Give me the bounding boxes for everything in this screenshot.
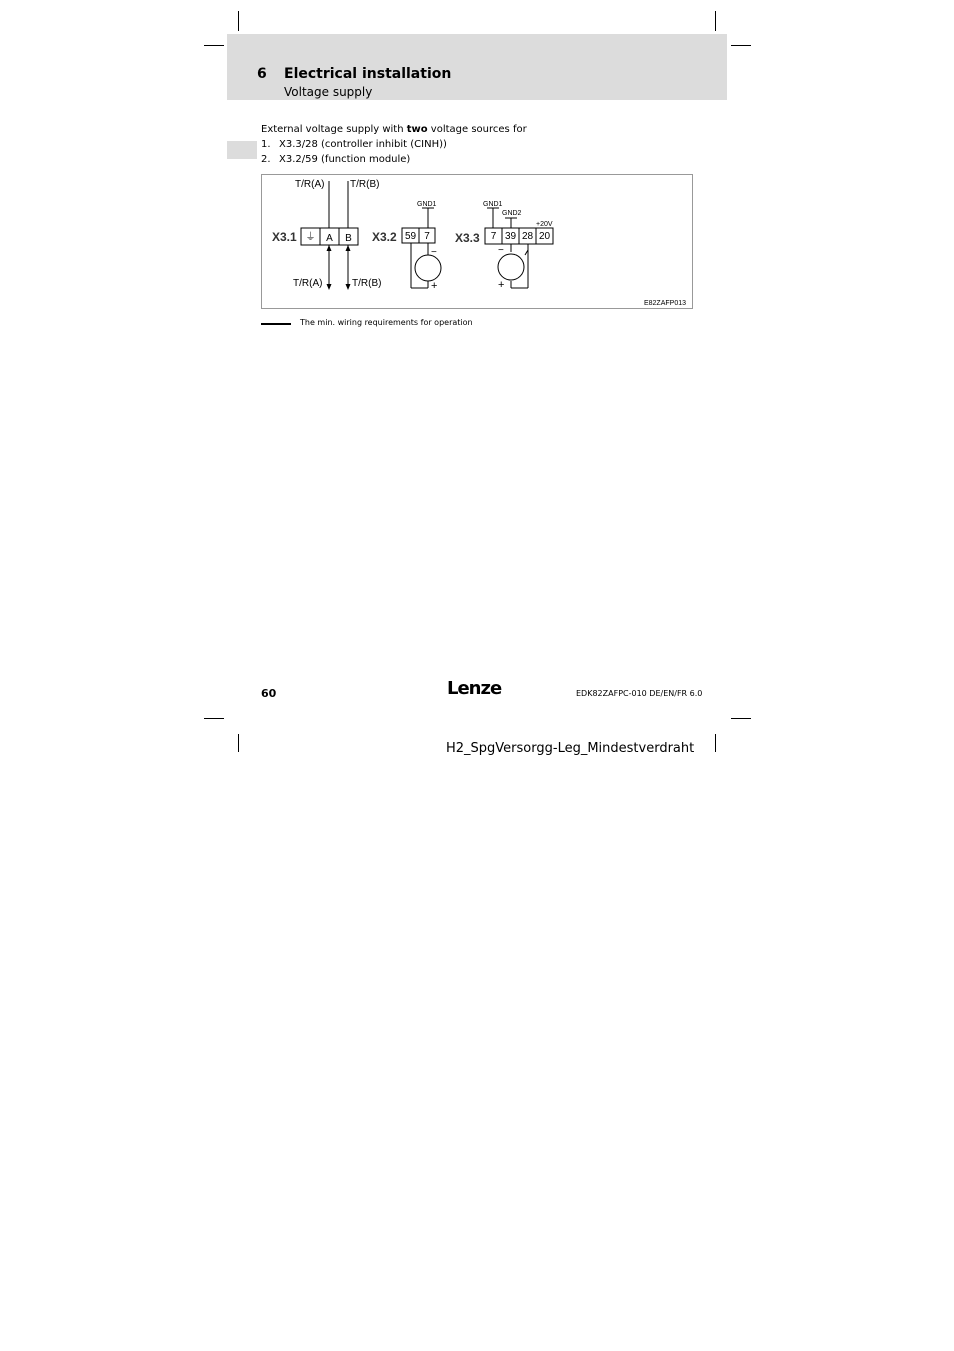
chapter-number: 6 bbox=[257, 66, 267, 82]
terminal-label: 39 bbox=[504, 231, 517, 242]
terminal-label: A bbox=[326, 233, 333, 244]
x31-label: X3.1 bbox=[272, 230, 297, 244]
terminal-label: 7 bbox=[424, 231, 430, 242]
section-title: Voltage supply bbox=[284, 85, 373, 99]
wiring-diagram bbox=[261, 174, 693, 309]
crop-mark bbox=[204, 45, 224, 46]
terminal-label: 20 bbox=[538, 231, 551, 242]
terminal-ground-icon: ⏚ bbox=[305, 232, 316, 243]
gnd1-label: GND1 bbox=[417, 201, 437, 208]
crop-mark bbox=[204, 718, 224, 719]
footer-label: H2_SpgVersorgg-Leg_Mindestverdraht bbox=[446, 741, 695, 756]
wiring-diagram-svg bbox=[262, 175, 694, 310]
gnd2-label: GND2 bbox=[502, 210, 522, 217]
list-item: 2. X3.2/59 (function module) bbox=[261, 154, 411, 165]
crop-mark bbox=[238, 734, 239, 752]
chapter-title: Electrical installation bbox=[284, 66, 452, 82]
note-marker bbox=[261, 323, 291, 325]
tra-bottom-label: T/R(A) bbox=[293, 278, 323, 289]
side-marker bbox=[227, 141, 257, 159]
crop-mark bbox=[731, 718, 751, 719]
terminal-label: 28 bbox=[521, 231, 534, 242]
x32-label: X3.2 bbox=[372, 230, 397, 244]
plus20v-label: +20V bbox=[536, 221, 553, 228]
trb-top-label: T/R(B) bbox=[350, 179, 380, 190]
minus-sign: − bbox=[498, 245, 504, 256]
arrow-down-icon bbox=[346, 284, 351, 290]
plus-sign: + bbox=[431, 280, 438, 292]
crop-mark bbox=[715, 11, 716, 31]
list-item: 1. X3.3/28 (controller inhibit (CINH)) bbox=[261, 139, 447, 150]
figure-id: E82ZAFP013 bbox=[643, 300, 686, 307]
intro-text: External voltage supply with two voltage sources for bbox=[261, 124, 527, 135]
arrow-down-icon bbox=[327, 284, 332, 290]
arrow-up-icon bbox=[346, 245, 351, 251]
crop-mark bbox=[715, 734, 716, 752]
trb-bottom-label: T/R(B) bbox=[352, 278, 382, 289]
gnd1-label: GND1 bbox=[483, 201, 503, 208]
note-text: The min. wiring requirements for operation bbox=[300, 318, 473, 327]
page-number: 60 bbox=[261, 687, 277, 700]
x33-label: X3.3 bbox=[455, 231, 480, 245]
crop-mark bbox=[731, 45, 751, 46]
terminal-label: 59 bbox=[404, 231, 417, 242]
crop-mark bbox=[238, 11, 239, 31]
tra-top-label: T/R(A) bbox=[295, 179, 325, 190]
document-reference: EDK82ZAFPC-010 DE/EN/FR 6.0 bbox=[576, 689, 703, 698]
terminal-label: B bbox=[345, 233, 352, 244]
plus-sign: + bbox=[498, 279, 505, 291]
terminal-label: 7 bbox=[490, 231, 497, 242]
minus-sign: − bbox=[431, 247, 437, 258]
arrow-up-icon bbox=[327, 245, 332, 251]
lenze-logo: Lenze bbox=[447, 678, 502, 699]
